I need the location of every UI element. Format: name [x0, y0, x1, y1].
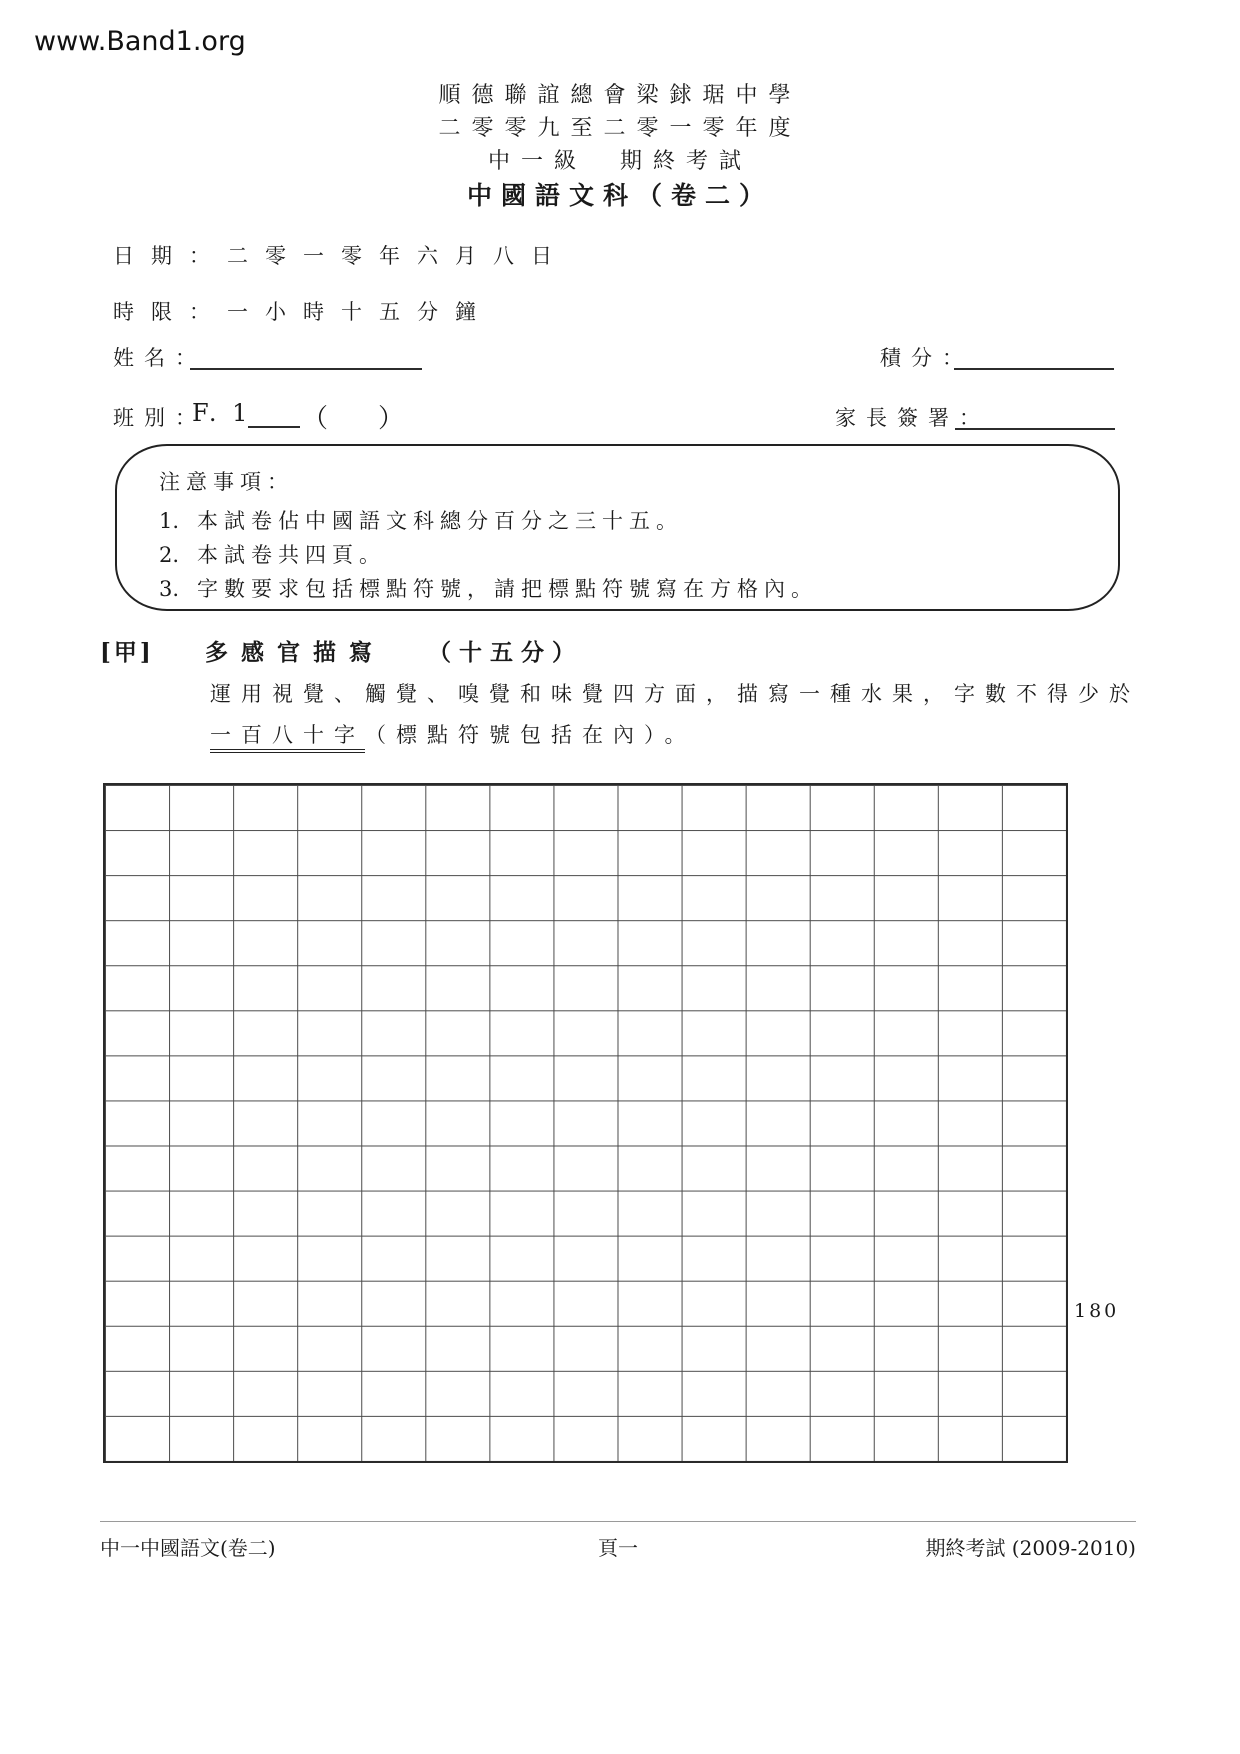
section-title: 多感官描寫	[205, 639, 385, 666]
section-marks: （十五分）	[428, 639, 583, 666]
writing-grid[interactable]	[103, 783, 1068, 1463]
char-count-marker: 180	[1074, 1300, 1120, 1322]
footer-exam-session: 期終考試 (2009-2010)	[925, 1536, 1136, 1560]
name-label: 姓名：	[113, 346, 206, 370]
score-field[interactable]	[954, 344, 1114, 370]
notice-item	[159, 504, 1088, 538]
score-label: 積分：	[880, 346, 973, 370]
notice-item-text: 本試卷共四頁。	[197, 543, 386, 567]
footer-page-number: 頁一	[597, 1536, 638, 1560]
watermark-url: www.Band1.org	[34, 26, 246, 57]
notice-box	[115, 444, 1120, 611]
class-paren-close: ）	[378, 404, 405, 434]
notice-item-number: 1.	[159, 509, 180, 533]
exam-level-name: 中一級 期終考試	[487, 149, 752, 174]
class-prefix: F. 1	[192, 399, 252, 427]
notice-item-text: 字數要求包括標點符號，請把標點符號寫在方格內。	[197, 577, 818, 601]
time-limit-line: 時限：一小時十五分鐘	[113, 300, 493, 324]
notice-item-text: 本試卷佔中國語文科總分百分之三十五。	[197, 509, 683, 533]
parent-signature-field[interactable]	[955, 404, 1115, 430]
class-paren-open: （	[302, 404, 329, 434]
parent-signature-label: 家長簽署：	[835, 406, 990, 430]
name-field[interactable]	[190, 344, 422, 370]
footer-divider	[100, 1521, 1136, 1522]
class-field[interactable]	[248, 402, 300, 428]
word-count-requirement: 一百八十字	[210, 723, 365, 753]
notice-item-number: 2.	[159, 543, 180, 567]
paper-title: 中國語文科（卷二）	[466, 181, 773, 210]
notice-item-number: 3.	[159, 577, 180, 601]
date-line: 日期：二零一零年六月八日	[113, 244, 569, 268]
academic-year: 二零零九至二零一零年度	[438, 116, 802, 141]
notice-title: 注意事項：	[159, 470, 294, 494]
section-instruction-line1: 運用視覺、觸覺、嗅覺和味覺四方面，描寫一種水果，字數不得少於	[210, 682, 1140, 706]
section-instruction-line2	[210, 719, 696, 749]
page-footer	[100, 1532, 1136, 1561]
section-instruction-line2-rest: （標點符號包括在內）。	[365, 723, 696, 747]
class-label: 班別：	[113, 406, 206, 430]
notice-item	[159, 572, 1088, 606]
section-label: [甲]	[100, 639, 154, 666]
school-name: 順德聯誼總會梁銶琚中學	[438, 83, 802, 108]
notice-item	[159, 538, 1088, 572]
footer-paper-name: 中一中國語文(卷二)	[100, 1536, 276, 1560]
